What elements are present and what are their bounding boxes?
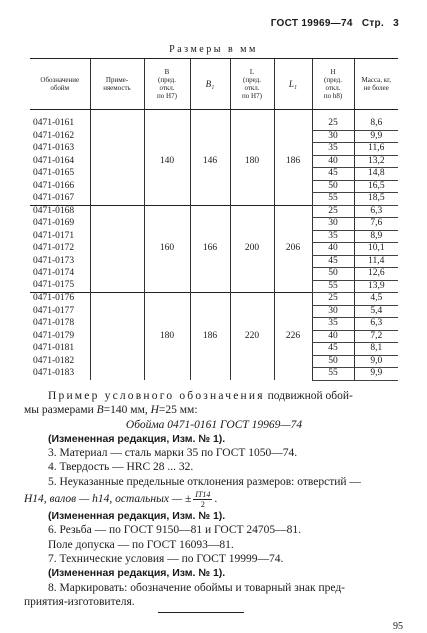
footer-rule <box>158 612 244 613</box>
example-line2: мы размерами B=140 мм, H=25 мм: <box>24 404 198 417</box>
note-tolerances-cont: H14, валов — h14, остальных — ± $\frac{IT14}{2}$ . <box>24 489 218 509</box>
col-mass: Масса, кг, не более <box>354 59 398 110</box>
page-number: 95 <box>393 621 403 632</box>
cell-h: 50 <box>312 268 354 281</box>
tolerance-fraction: $\frac{IT14}{2}$ <box>195 489 211 509</box>
cell-designation: 0471-0183 <box>33 368 75 378</box>
page-number-top: 3 <box>393 18 399 29</box>
cell-h: 50 <box>312 355 354 368</box>
cell-designation: 0471-0171 <box>33 230 75 241</box>
cell-l: 200 <box>230 205 274 293</box>
cell-applicability <box>90 118 144 205</box>
page-header <box>265 18 399 29</box>
cell-b1: 166 <box>190 205 230 293</box>
cell-mass: 16,5 <box>354 180 398 193</box>
edit-note-3: (Измененная редакция, Изм. № 1). <box>48 567 226 580</box>
cell-h: 45 <box>312 255 354 268</box>
cell-h: 55 <box>312 368 354 381</box>
cell-designation: 0471-0168 <box>30 205 90 218</box>
note-marking-cont: приятия-изготовителя. <box>24 595 135 608</box>
cell-b: 140 <box>144 118 190 205</box>
note-technical-conditions: 7. Технические условия — по ГОСТ 19999—74. <box>48 552 284 565</box>
cell-h: 25 <box>312 293 354 306</box>
cell-designation: 0471-0163 <box>33 143 75 153</box>
cell-designation: 0471-0173 <box>33 255 75 266</box>
cell-mass: 6,3 <box>354 318 398 331</box>
dimensions-table <box>30 58 398 381</box>
col-l1: L₁ <box>274 59 312 110</box>
edit-note-2: (Измененная редакция, Изм. № 1). <box>48 510 226 523</box>
table-body <box>30 110 398 381</box>
table-row <box>30 293 398 306</box>
cell-designation: 0471-0177 <box>33 305 75 316</box>
cell-designation: 0471-0166 <box>33 180 75 191</box>
cell-h: 30 <box>312 305 354 318</box>
cell-designation: 0471-0181 <box>33 343 75 353</box>
cell-designation: 0471-0169 <box>33 218 75 228</box>
table-row <box>30 118 398 130</box>
cell-b1: 186 <box>190 293 230 381</box>
cell-l1: 206 <box>274 205 312 293</box>
cell-h: 30 <box>312 218 354 231</box>
table-caption: Размеры в мм <box>169 44 258 55</box>
cell-designation: 0471-0172 <box>33 243 75 253</box>
cell-l1: 186 <box>274 118 312 205</box>
cell-h: 35 <box>312 230 354 243</box>
cell-mass: 6,3 <box>354 205 398 218</box>
cell-designation: 0471-0176 <box>30 293 90 306</box>
col-designation: Обозначение обойм <box>30 59 90 110</box>
cell-h: 50 <box>312 180 354 193</box>
cell-mass: 11,4 <box>354 255 398 268</box>
cell-h: 40 <box>312 330 354 343</box>
cell-h: 35 <box>312 143 354 156</box>
cell-mass: 8,6 <box>354 118 398 130</box>
cell-mass: 7,6 <box>354 218 398 231</box>
cell-h: 35 <box>312 318 354 331</box>
cell-b: 180 <box>144 293 190 381</box>
cell-mass: 4,5 <box>354 293 398 306</box>
col-applicability: Приме- няемость <box>90 59 144 110</box>
cell-mass: 14,8 <box>354 168 398 181</box>
col-b: B (пред. откл. по H7) <box>144 59 190 110</box>
cell-mass: 10,1 <box>354 243 398 256</box>
cell-mass: 9,9 <box>354 368 398 381</box>
edit-note-1: (Измененная редакция, Изм. № 1). <box>48 432 226 445</box>
cell-h: 30 <box>312 130 354 143</box>
page-label: Стр. <box>361 18 385 29</box>
table-row <box>30 205 398 218</box>
cell-h: 40 <box>312 243 354 256</box>
cell-designation: 0471-0165 <box>33 168 75 178</box>
cell-designation: 0471-0179 <box>33 330 75 341</box>
cell-mass: 8,1 <box>354 343 398 356</box>
note-hardness: 4. Твердость — HRC 28 ... 32. <box>48 461 194 474</box>
example-intro: Пример условного обозначения подвижной обой- <box>48 390 353 402</box>
cell-mass: 9,0 <box>354 355 398 368</box>
note-marking: 8. Маркировать: обозначение обоймы и товарный знак пред- <box>48 581 345 594</box>
cell-h: 25 <box>312 118 354 130</box>
cell-designation: 0471-0174 <box>33 268 75 278</box>
standard-number: ГОСТ 19969—74 <box>270 18 353 29</box>
cell-b1: 146 <box>190 118 230 205</box>
notes-section <box>24 389 404 609</box>
cell-l1: 226 <box>274 293 312 381</box>
cell-mass: 13,2 <box>354 155 398 168</box>
cell-mass: 18,5 <box>354 193 398 206</box>
table-header-row <box>30 59 398 110</box>
cell-mass: 12,6 <box>354 268 398 281</box>
cell-mass: 8,9 <box>354 230 398 243</box>
cell-designation: 0471-0162 <box>33 130 75 141</box>
cell-applicability <box>90 293 144 381</box>
cell-mass: 9,9 <box>354 130 398 143</box>
col-l: L (пред. откл. по H7) <box>230 59 274 110</box>
cell-h: 55 <box>312 280 354 293</box>
cell-designation: 0471-0167 <box>33 192 75 203</box>
note-tolerances: 5. Неуказанные предельные отклонения размеров: отверстий — <box>48 475 361 488</box>
cell-designation: 0471-0178 <box>33 318 75 328</box>
cell-applicability <box>90 205 144 293</box>
note-tolerance-field: Поле допуска — по ГОСТ 16093—81. <box>48 538 234 551</box>
cell-mass: 5,4 <box>354 305 398 318</box>
cell-mass: 11,6 <box>354 143 398 156</box>
example-designation: Обойма 0471-0161 ГОСТ 19969—74 <box>125 418 303 431</box>
note-thread: 6. Резьба — по ГОСТ 9150—81 и ГОСТ 24705—81. <box>48 524 302 537</box>
cell-mass: 7,2 <box>354 330 398 343</box>
cell-h: 45 <box>312 168 354 181</box>
cell-l: 180 <box>230 118 274 205</box>
cell-designation: 0471-0164 <box>33 155 75 166</box>
cell-h: 55 <box>312 193 354 206</box>
cell-designation: 0471-0161 <box>33 118 75 129</box>
col-h: H (пред. откл. по h8) <box>312 59 354 110</box>
note-material: 3. Материал — сталь марки 35 по ГОСТ 1050—74. <box>48 447 298 460</box>
cell-h: 25 <box>312 205 354 218</box>
table-gap-row <box>30 110 398 119</box>
cell-l: 220 <box>230 293 274 381</box>
cell-designation: 0471-0182 <box>33 355 75 366</box>
cell-b: 160 <box>144 205 190 293</box>
col-b1: B₁ <box>190 59 230 110</box>
cell-h: 45 <box>312 343 354 356</box>
cell-h: 40 <box>312 155 354 168</box>
cell-mass: 13,9 <box>354 280 398 293</box>
cell-designation: 0471-0175 <box>33 280 75 291</box>
